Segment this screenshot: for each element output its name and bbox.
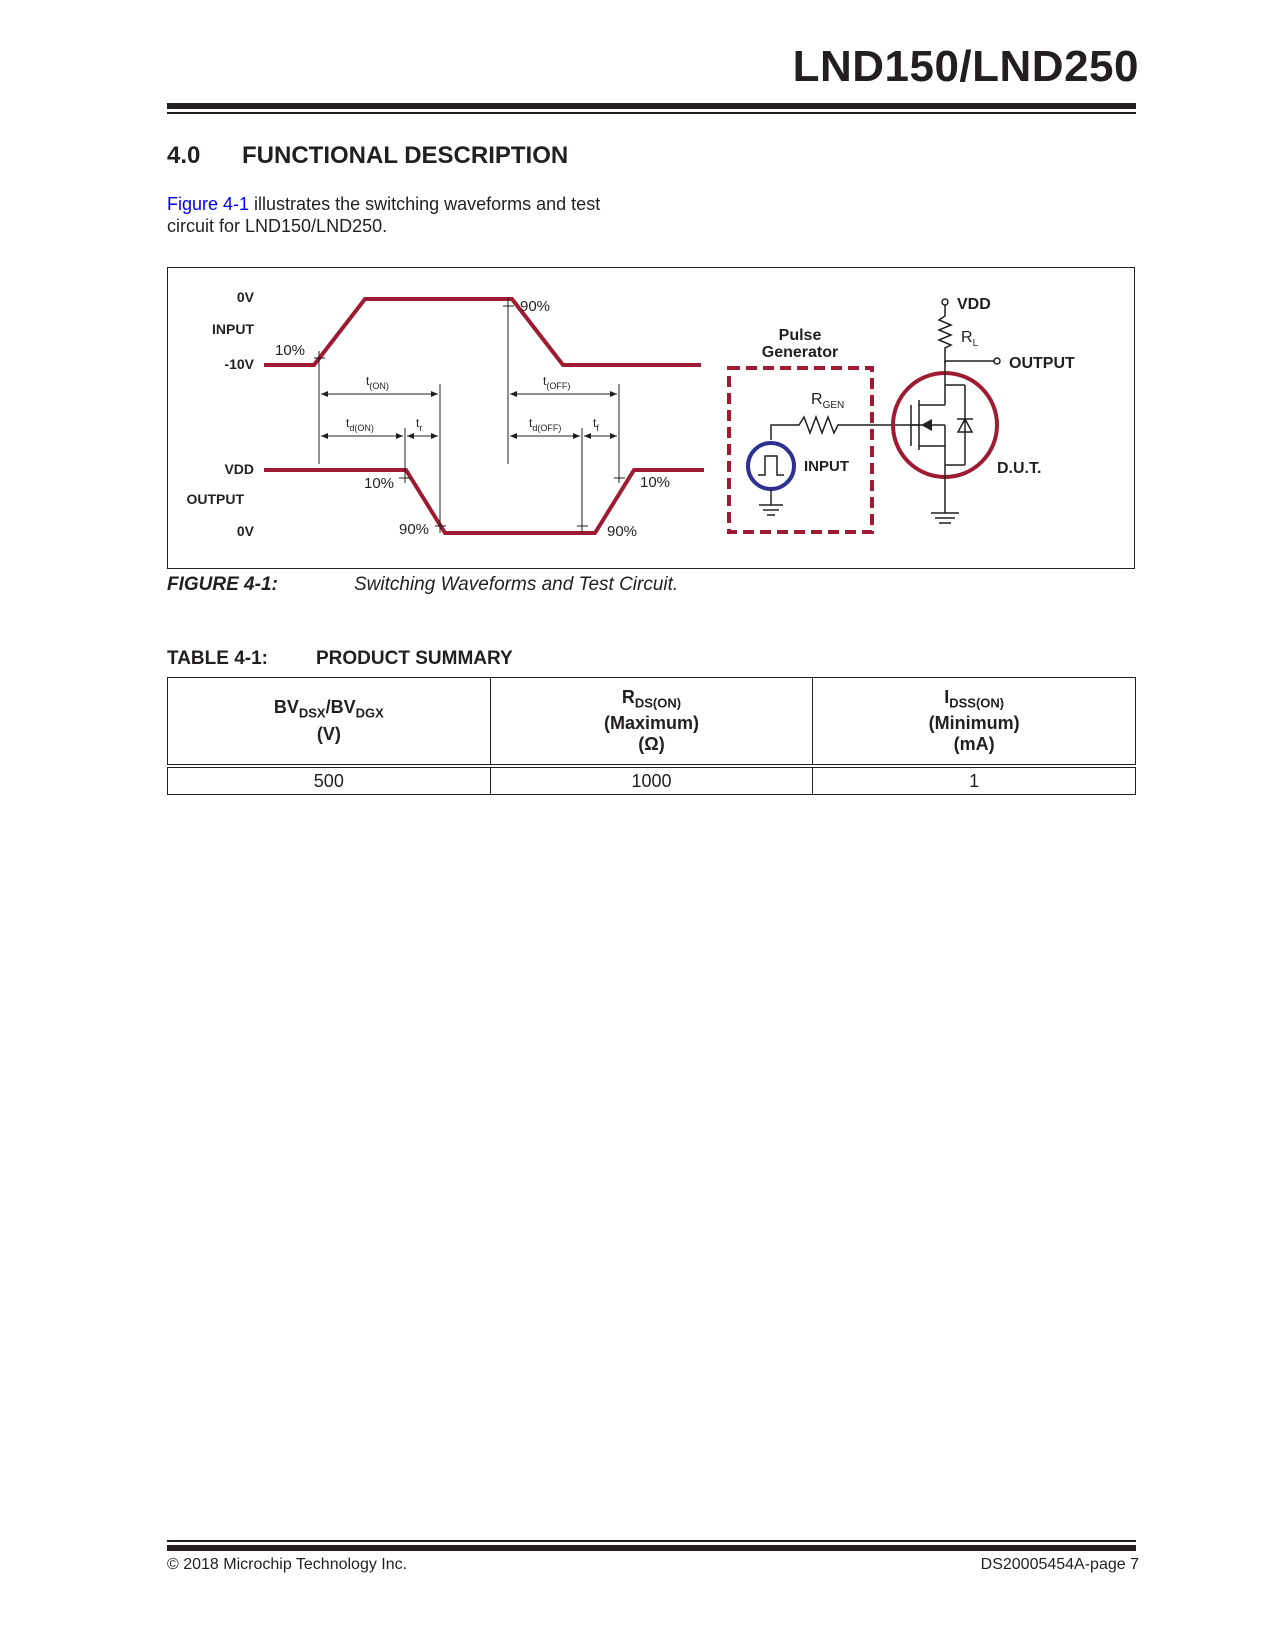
header-idsson: $I_{DSS(ON)}$ (Minimum) (mA) bbox=[813, 678, 1136, 767]
circuit-output-label: OUTPUT bbox=[1009, 355, 1075, 372]
input-waveform bbox=[264, 299, 701, 365]
product-summary-table bbox=[167, 677, 1136, 795]
out-10pct-left-label: 10% bbox=[364, 475, 395, 492]
intro-text: illustrates the switching waveforms and test circuit for LND150/LND250. bbox=[167, 194, 601, 236]
rl-resistor bbox=[939, 305, 951, 363]
vdd-label: VDD bbox=[957, 296, 991, 313]
footer-page-number: DS20005454A-page 7 bbox=[980, 1556, 1139, 1573]
in-10pct-label: 10% bbox=[275, 342, 306, 359]
cell-bvdsx: 500 bbox=[168, 766, 491, 795]
cell-rdson: 1000 bbox=[490, 766, 813, 795]
cell-idsson: 1 bbox=[813, 766, 1136, 795]
toff-label: $t_{(OFF)}$ bbox=[543, 374, 571, 391]
table-header-row bbox=[168, 678, 1136, 767]
tf-label: $t_f$ bbox=[593, 416, 599, 433]
ton-label: $t_{(ON)}$ bbox=[366, 374, 389, 391]
rgen-resistor bbox=[771, 417, 920, 440]
output-terminal-icon bbox=[994, 358, 1000, 364]
intro-paragraph bbox=[167, 193, 637, 237]
ground-icon-generator bbox=[759, 489, 783, 515]
ground-icon-dut bbox=[931, 465, 959, 523]
rl-label: $R_L$ bbox=[961, 329, 979, 349]
out-10pct-right-label: 10% bbox=[640, 474, 671, 491]
pulse-generator-label: Pulse bbox=[778, 327, 822, 344]
pulse-shape-icon bbox=[758, 456, 784, 475]
vdd-terminal-icon bbox=[942, 299, 948, 305]
document-title: LND150/LND250 bbox=[792, 42, 1139, 91]
table-row bbox=[168, 766, 1136, 795]
footer-rule-thin bbox=[167, 1540, 1136, 1542]
header-rule-thick bbox=[167, 103, 1136, 109]
rgen-label: $R_{GEN}$ bbox=[811, 391, 845, 411]
figure-4-1 bbox=[167, 267, 1135, 569]
figure-caption-label: FIGURE 4-1: bbox=[167, 574, 278, 595]
tdon-label: $t_{d(ON)}$ bbox=[346, 416, 374, 433]
figure-link[interactable]: Figure 4-1 bbox=[167, 194, 250, 214]
in-90pct-label: 90% bbox=[520, 298, 551, 315]
footer-rule-thick bbox=[167, 1545, 1136, 1551]
table-title: PRODUCT SUMMARY bbox=[316, 648, 513, 669]
tick-marks bbox=[314, 297, 625, 533]
tdoff-label: $t_{d(OFF)}$ bbox=[529, 416, 562, 433]
generator-input-label: INPUT bbox=[804, 458, 849, 475]
out-90pct-left-label: 90% bbox=[399, 521, 430, 538]
output-vdd-label: VDD bbox=[224, 461, 254, 477]
pulse-generator-box bbox=[729, 368, 872, 532]
header-bvdsx: $BV_{DSX}/BV_{DGX}$ (V) bbox=[168, 678, 491, 767]
tr-label: $t_r$ bbox=[416, 416, 423, 433]
output-0v-label: 0V bbox=[236, 523, 254, 539]
pulse-source-icon bbox=[748, 443, 794, 489]
figure-caption-text: Switching Waveforms and Test Circuit. bbox=[354, 574, 679, 595]
section-title: FUNCTIONAL DESCRIPTION bbox=[242, 142, 569, 169]
input-0v-label: 0V bbox=[236, 289, 254, 305]
table-label: TABLE 4-1: bbox=[167, 648, 268, 669]
header-rdson: $R_{DS(ON)}$ (Maximum) (Ω) bbox=[490, 678, 813, 767]
out-90pct-right-label: 90% bbox=[607, 523, 638, 540]
output-waveform bbox=[264, 470, 704, 533]
section-number: 4.0 bbox=[167, 142, 201, 169]
input-neg10v-label: -10V bbox=[224, 356, 254, 372]
pulse-generator-label-2: Generator bbox=[761, 344, 839, 361]
input-label: INPUT bbox=[212, 321, 254, 337]
header-rule-thin bbox=[167, 112, 1136, 114]
output-label: OUTPUT bbox=[186, 491, 244, 507]
switching-diagram bbox=[168, 268, 1134, 568]
footer-copyright: © 2018 Microchip Technology Inc. bbox=[167, 1556, 408, 1573]
dut-label: D.U.T. bbox=[997, 460, 1042, 477]
mosfet-arrow-icon bbox=[921, 419, 932, 431]
